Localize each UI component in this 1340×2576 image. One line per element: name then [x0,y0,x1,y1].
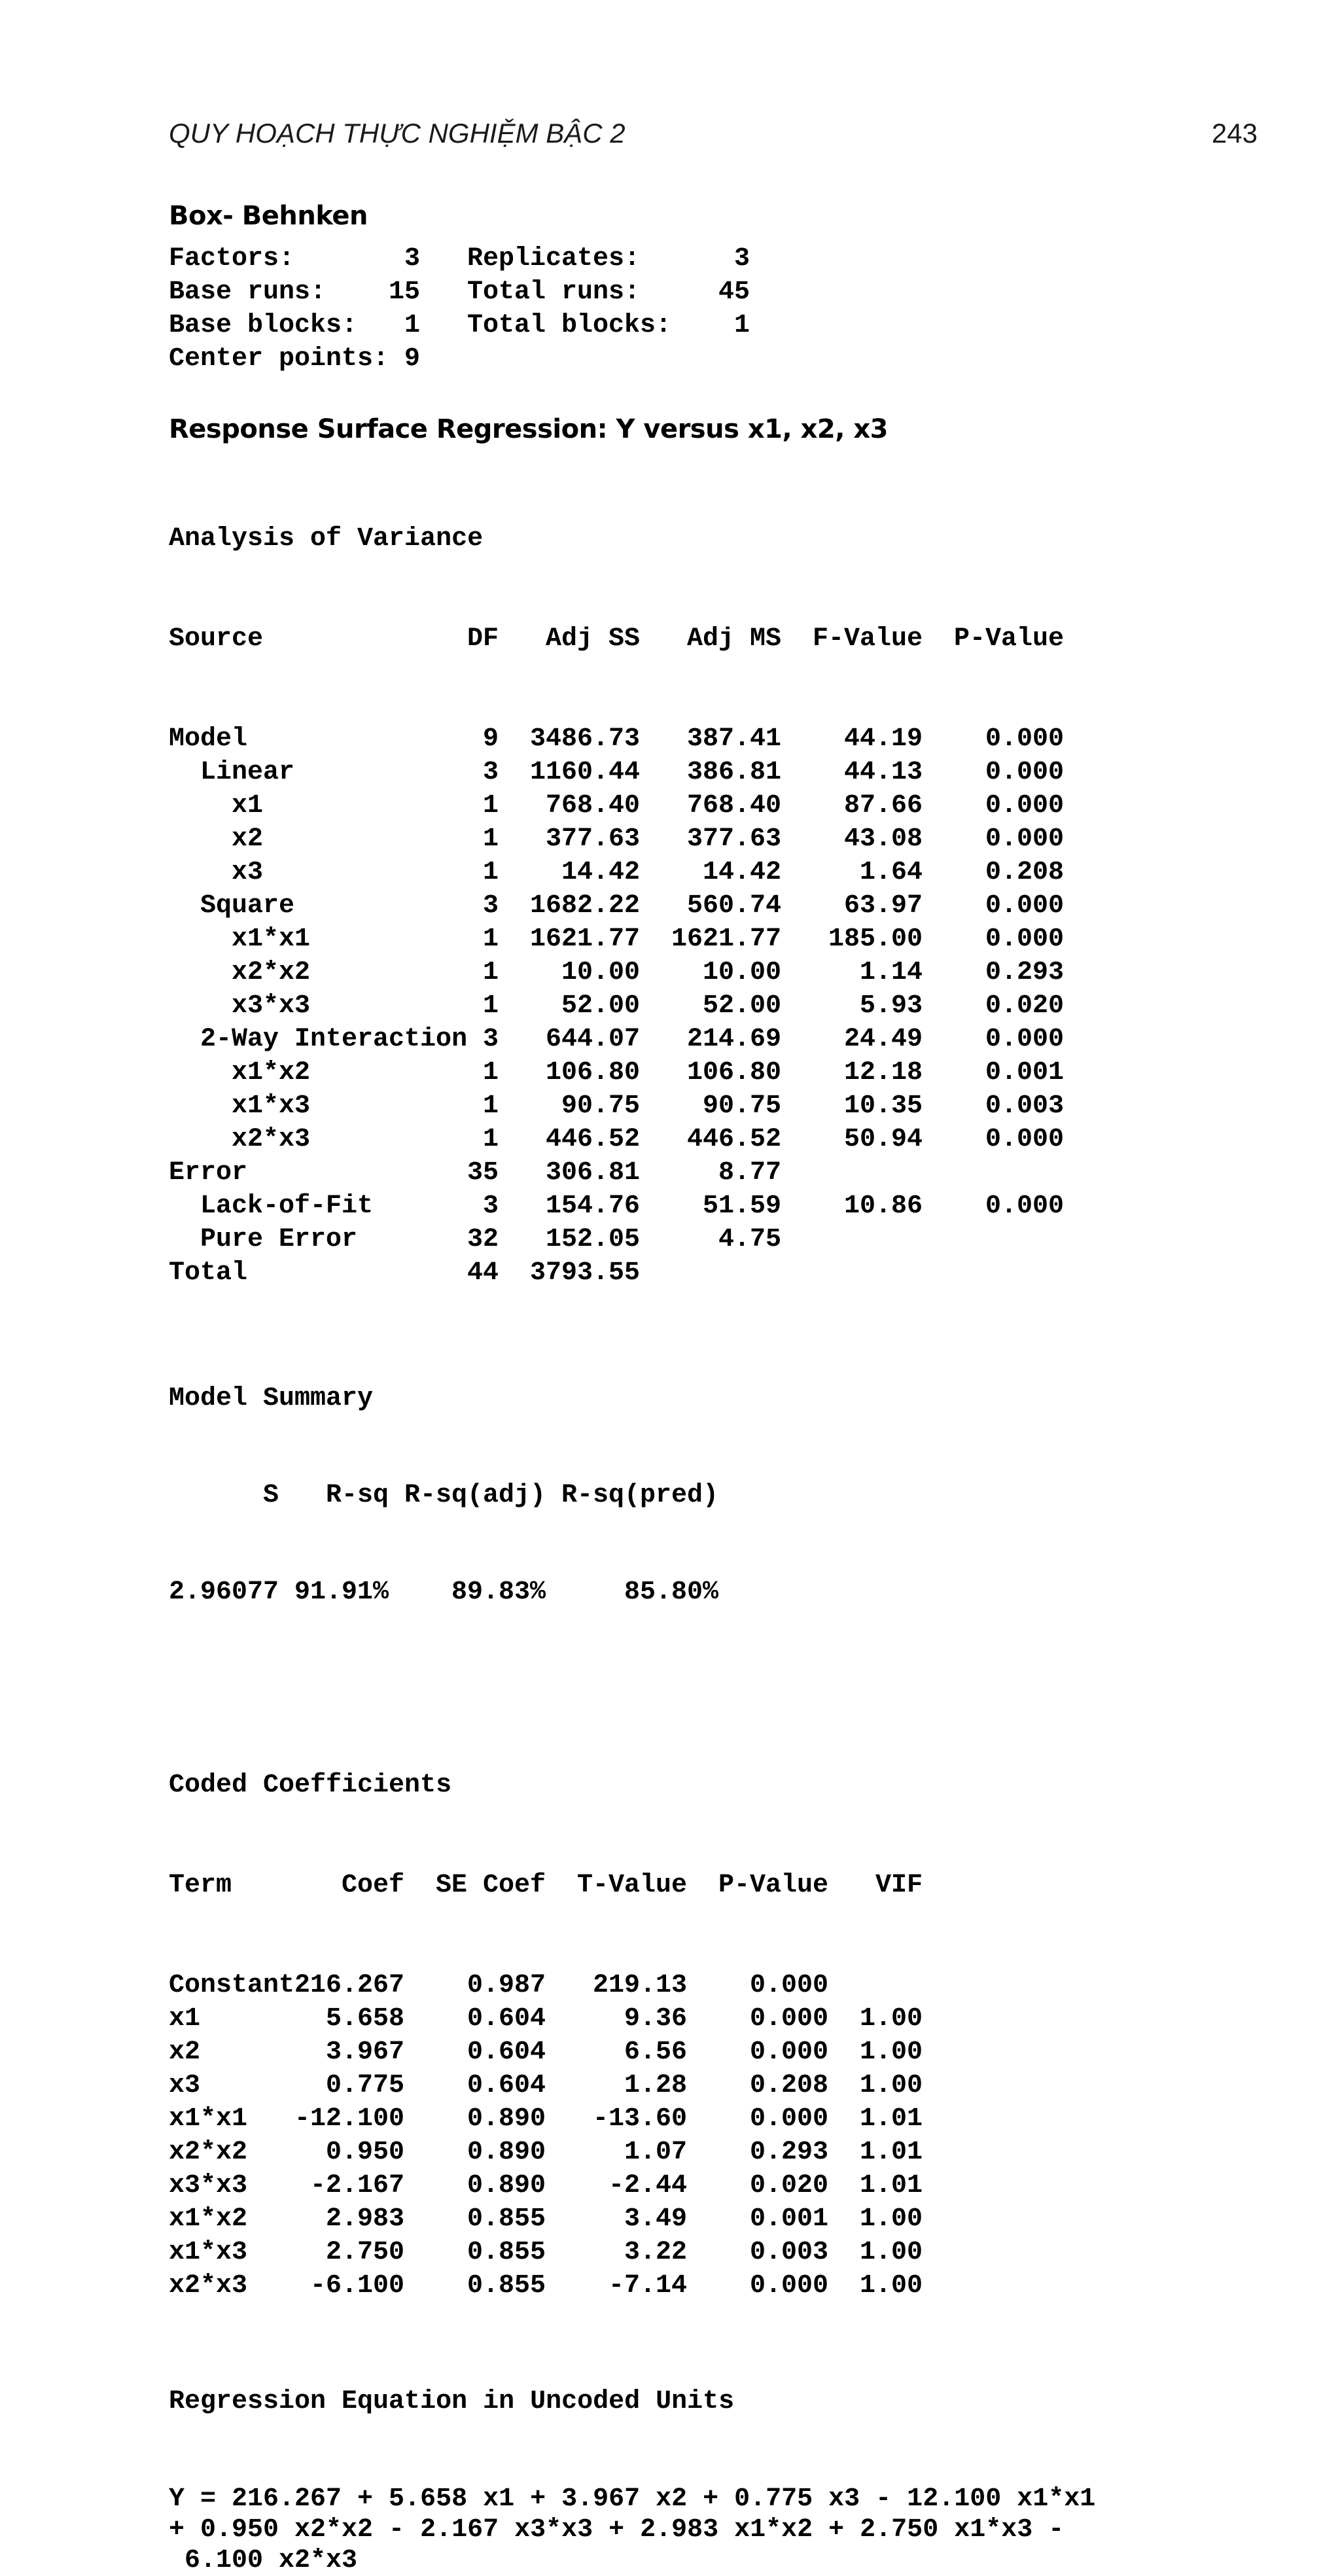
model-summary-header-row [169,1481,1281,1511]
design-value: 3 [404,244,420,273]
coef-p-value: 0.020 [749,2171,828,2200]
coef-term: x1 [169,2004,201,2034]
anova-p-value [923,1223,1064,1256]
design-value: 3 [733,244,750,273]
anova-df: 3 [482,758,499,787]
anova-df: 9 [482,724,499,754]
model-summary-value: 89.83% [451,1578,546,1607]
design-value: 1 [733,311,750,340]
coef-term: x1*x2 [169,2204,248,2234]
anova-adj-ss: 154.76 [545,1191,640,1221]
anova-adj-ms: 52.00 [702,991,781,1021]
coef-t-value: 9.36 [624,2004,687,2034]
anova-p-value: 0.000 [985,791,1064,820]
design-row [169,309,1281,342]
anova-adj-ms: 446.52 [686,1125,781,1154]
coef-vif: 1.00 [859,2271,923,2301]
coef-se: 0.604 [467,2004,546,2034]
coef-p-value: 0.208 [749,2071,828,2100]
anova-source: x1 [232,791,264,820]
spacer [420,342,467,376]
anova-row [169,1089,1281,1123]
anova-adj-ms: 377.63 [686,824,781,854]
anova-source: x2*x2 [232,958,311,987]
anova-header-cell: Adj SS [545,624,640,654]
anova-f-value: 43.08 [843,824,923,854]
anova-adj-ms: 4.75 [718,1225,781,1254]
model-summary-header-cell: R-sq [325,1481,389,1510]
coef-vif: 1.00 [859,2204,923,2234]
anova-adj-ss: 106.80 [545,1058,640,1087]
anova-source: x1*x3 [232,1091,311,1121]
anova-source: x2 [232,824,264,854]
page-content [169,196,1281,2576]
anova-adj-ss: 1621.77 [529,925,640,954]
anova-adj-ss: 768.40 [545,791,640,820]
anova-header-cell: P-Value [953,624,1064,654]
anova-source: 2-Way Interaction [200,1025,468,1054]
anova-p-value: 0.020 [985,991,1064,1021]
anova-df: 1 [482,1125,499,1154]
anova-row [169,1023,1281,1056]
anova-adj-ss: 152.05 [545,1225,640,1254]
anova-adj-ss: 446.52 [545,1125,640,1154]
equation-title: Regression Equation in Uncoded Units [169,2387,735,2416]
anova-adj-ms: 560.74 [686,891,781,921]
coef-term: x1*x1 [169,2104,248,2134]
anova-f-value: 1.14 [859,958,923,987]
coef-vif: 1.00 [859,2238,923,2267]
anova-title: Analysis of Variance [169,524,484,554]
coef-se: 0.604 [467,2071,546,2100]
anova-row [169,756,1281,789]
coefficients-header-row [169,1869,1281,1902]
design-value: 1 [404,311,420,340]
coef-value: -6.100 [309,2271,404,2301]
anova-row [169,1056,1281,1089]
anova-adj-ss: 3486.73 [529,724,640,754]
anova-adj-ss: 14.42 [561,858,640,887]
anova-p-value: 0.000 [985,824,1064,854]
equation-line: 6.100 x2*x3 [185,2546,358,2575]
anova-df: 1 [482,925,499,954]
design-value: 15 [389,277,421,307]
coefficients-header-cell: VIF [875,1871,923,1900]
coef-se: 0.855 [467,2271,546,2301]
model-summary-value: 85.80% [624,1578,718,1607]
anova-row [169,889,1281,923]
anova-df: 1 [482,1091,499,1121]
regression-equation [169,2320,1281,2576]
anova-row [169,1223,1281,1256]
anova-f-value: 185.00 [828,925,923,954]
spacer [420,242,467,275]
anova-source: Linear [200,758,295,787]
coef-term: x3 [169,2071,201,2100]
design-key: Factors: [169,244,295,273]
anova-source: Model [169,724,248,754]
anova-p-value: 0.208 [985,858,1064,887]
anova-row [169,1190,1281,1223]
anova-source: x2*x3 [232,1125,311,1154]
design-value: 45 [718,277,750,307]
anova-p-value: 0.000 [985,925,1064,954]
coefficients-row [169,2169,1281,2202]
anova-source: Total [169,1258,248,1288]
coef-t-value: 3.22 [624,2238,687,2267]
anova-adj-ss: 52.00 [561,991,640,1021]
design-key [467,342,687,376]
anova-row [169,923,1281,956]
anova-adj-ms: 106.80 [686,1058,781,1087]
coef-vif [828,1969,923,2002]
anova-header-cell: DF [467,624,499,654]
coef-term: Constant [169,1971,295,2000]
anova-source: Error [169,1158,248,1188]
anova-df: 32 [467,1225,499,1254]
coef-vif: 1.00 [859,2004,923,2034]
anova-p-value: 0.001 [985,1058,1064,1087]
coef-p-value: 0.000 [749,2038,828,2067]
anova-row [169,722,1281,756]
anova-p-value: 0.293 [985,958,1064,987]
design-value: 9 [404,344,420,374]
coef-vif: 1.00 [859,2071,923,2100]
anova-adj-ms: 386.81 [686,758,781,787]
coef-t-value: 1.07 [624,2138,687,2167]
coef-se: 0.890 [467,2171,546,2200]
anova-f-value: 5.93 [859,991,923,1021]
anova-row [169,1256,1281,1290]
anova-f-value: 44.19 [843,724,923,754]
coef-vif: 1.01 [859,2104,923,2134]
spacer [420,309,467,342]
model-summary-header-cell: R-sq(pred) [561,1481,718,1510]
anova-adj-ms: 8.77 [718,1158,781,1188]
coef-t-value: 6.56 [624,2038,687,2067]
anova-df: 1 [482,991,499,1021]
coef-se: 0.855 [467,2238,546,2267]
anova-adj-ms [640,1256,781,1290]
coef-t-value: -13.60 [592,2104,687,2134]
anova-adj-ms: 10.00 [702,958,781,987]
coefficients-row [169,2069,1281,2102]
model-summary-header-cell: S [262,1481,279,1510]
anova-adj-ss: 1160.44 [529,758,640,787]
design-key: Base blocks: [169,311,358,340]
anova-df: 3 [482,1191,499,1221]
anova-adj-ss: 3793.55 [529,1258,640,1288]
coef-se: 0.890 [467,2104,546,2134]
anova-p-value: 0.000 [985,1191,1064,1221]
anova-df: 3 [482,1025,499,1054]
anova-df: 3 [482,891,499,921]
anova-adj-ss: 1682.22 [529,891,640,921]
anova-p-value: 0.000 [985,758,1064,787]
anova-df: 35 [467,1158,499,1188]
anova-row [169,856,1281,889]
anova-row [169,822,1281,856]
anova-f-value: 44.13 [843,758,923,787]
coefficients-header-cell: Term [169,1871,232,1900]
anova-adj-ss: 10.00 [561,958,640,987]
coefficients-row [169,1969,1281,2002]
anova-header-cell: Adj MS [686,624,781,654]
coefficients-header-cell: Coef [341,1871,404,1900]
anova-row [169,1123,1281,1156]
anova-f-value: 1.64 [859,858,923,887]
spacer [420,275,467,309]
coef-p-value: 0.000 [749,1971,828,2000]
coef-value: 0.950 [325,2138,404,2167]
anova-adj-ss: 377.63 [545,824,640,854]
anova-f-value: 10.86 [843,1191,923,1221]
coefficients-row [169,2002,1281,2036]
design-row [169,342,1281,376]
anova-df: 1 [482,824,499,854]
model-summary-value: 91.91% [294,1578,389,1607]
design-key: Base runs: [169,277,326,307]
coef-t-value: 3.49 [624,2204,687,2234]
coef-p-value: 0.000 [749,2104,828,2134]
anova-adj-ms: 214.69 [686,1025,781,1054]
coef-se: 0.855 [467,2204,546,2234]
coefficients-row [169,2036,1281,2069]
anova-row [169,1156,1281,1190]
coef-value: 0.775 [325,2071,404,2100]
coefficients-row [169,2102,1281,2136]
anova-row [169,989,1281,1023]
coef-value: -2.167 [309,2171,404,2200]
coef-p-value: 0.293 [749,2138,828,2167]
anova-source: Square [200,891,295,921]
anova-p-value: 0.000 [985,724,1064,754]
model-summary-header-cell: R-sq(adj) [404,1481,546,1510]
anova-adj-ss: 644.07 [545,1025,640,1054]
equation-line: + 0.950 x2*x2 - 2.167 x3*x3 + 2.983 x1*x2 + 2.750 x1*x3 - [169,2515,1065,2545]
coef-term: x2*x3 [169,2271,248,2301]
coef-value: 5.658 [325,2004,404,2034]
design-value [687,342,750,376]
coef-value: 2.750 [325,2238,404,2267]
anova-df: 1 [482,958,499,987]
anova-adj-ms: 768.40 [686,791,781,820]
coef-vif: 1.00 [859,2038,923,2067]
coef-value: 2.983 [325,2204,404,2234]
anova-df: 1 [482,858,499,887]
model-summary-value: 2.96077 [169,1578,279,1607]
anova-header-cell: Source [169,624,264,654]
coefficients-header-cell: P-Value [718,1871,828,1900]
anova-source: x1*x2 [232,1058,311,1087]
anova-p-value: 0.000 [985,891,1064,921]
anova-f-value: 87.66 [843,791,923,820]
coef-t-value: -2.44 [608,2171,687,2200]
anova-source: x1*x1 [232,925,311,954]
anova-f-value [781,1156,923,1190]
anova-adj-ms: 51.59 [702,1191,781,1221]
design-key: Replicates: [467,244,641,273]
coded-coefficients-table [169,1702,1281,2303]
anova-df: 1 [482,791,499,820]
anova-f-value: 50.94 [843,1125,923,1154]
model-summary-title: Model Summary [169,1384,374,1413]
anova-source: Pure Error [200,1225,358,1254]
coef-value: -12.100 [294,2104,405,2134]
coef-t-value: 1.28 [624,2071,687,2100]
coef-vif: 1.01 [859,2171,923,2200]
anova-f-value: 63.97 [843,891,923,921]
anova-adj-ms: 387.41 [686,724,781,754]
coef-se: 0.604 [467,2038,546,2067]
coefficients-title: Coded Coefficients [169,1771,452,1800]
design-key: Center points: [169,344,389,374]
coef-t-value: 219.13 [592,1971,687,2000]
coef-p-value: 0.000 [749,2271,828,2301]
coef-term: x2*x2 [169,2138,248,2167]
anova-p-value [923,1156,1064,1190]
anova-df: 44 [467,1258,499,1288]
anova-p-value: 0.000 [985,1125,1064,1154]
model-summary [169,1317,1281,1674]
anova-source: x3 [232,858,264,887]
anova-df: 1 [482,1058,499,1087]
coefficients-header-cell: T-Value [576,1871,687,1900]
design-key: Total blocks: [467,311,672,340]
anova-header-row [169,622,1281,656]
anova-row [169,789,1281,822]
coef-value: 3.967 [325,2038,404,2067]
coefficients-row [169,2136,1281,2169]
anova-f-value: 12.18 [843,1058,923,1087]
page-number: 243 [1211,118,1258,149]
coef-value: 216.267 [294,1971,405,2000]
anova-source: Lack-of-Fit [200,1191,374,1221]
anova-f-value: 24.49 [843,1025,923,1054]
regression-heading: Response Surface Regression: Y versus x1, x2, x3 [169,414,888,444]
coefficients-header-cell: SE Coef [435,1871,546,1900]
anova-adj-ms: 90.75 [702,1091,781,1121]
coef-se: 0.890 [467,2138,546,2167]
running-header-title: QUY HOẠCH THỰC NGHIỆM BẬC 2 [169,118,626,149]
coef-se: 0.987 [467,1971,546,2000]
anova-header-cell: F-Value [812,624,923,654]
anova-adj-ms: 1621.77 [671,925,781,954]
coefficients-row [169,2236,1281,2269]
design-row [169,242,1281,275]
coefficients-row [169,2269,1281,2303]
anova-source: x3*x3 [232,991,311,1021]
coef-term: x3*x3 [169,2171,248,2200]
anova-adj-ms: 14.42 [702,858,781,887]
design-key: Total runs: [467,277,641,307]
coef-p-value: 0.003 [749,2238,828,2267]
coef-term: x2 [169,2038,201,2067]
coef-vif: 1.01 [859,2138,923,2167]
coef-term: x1*x3 [169,2238,248,2267]
coef-t-value: -7.14 [608,2271,687,2301]
anova-table [169,455,1281,1290]
anova-f-value [781,1223,923,1256]
coefficients-row [169,2202,1281,2236]
anova-adj-ss: 90.75 [561,1091,640,1121]
coef-p-value: 0.000 [749,2004,828,2034]
design-summary [169,242,1281,376]
equation-line: Y = 216.267 + 5.658 x1 + 3.967 x2 + 0.775 x3 - 12.100 x1*x1 [169,2484,1096,2514]
design-heading: Box- Behnken [169,201,368,231]
anova-adj-ss: 306.81 [545,1158,640,1188]
anova-row [169,956,1281,989]
anova-f-value [781,1256,923,1290]
anova-p-value: 0.000 [985,1025,1064,1054]
design-row [169,275,1281,309]
anova-f-value: 10.35 [843,1091,923,1121]
anova-p-value: 0.003 [985,1091,1064,1121]
model-summary-values-row [169,1578,1281,1608]
anova-p-value [923,1256,1064,1290]
coef-p-value: 0.001 [749,2204,828,2234]
